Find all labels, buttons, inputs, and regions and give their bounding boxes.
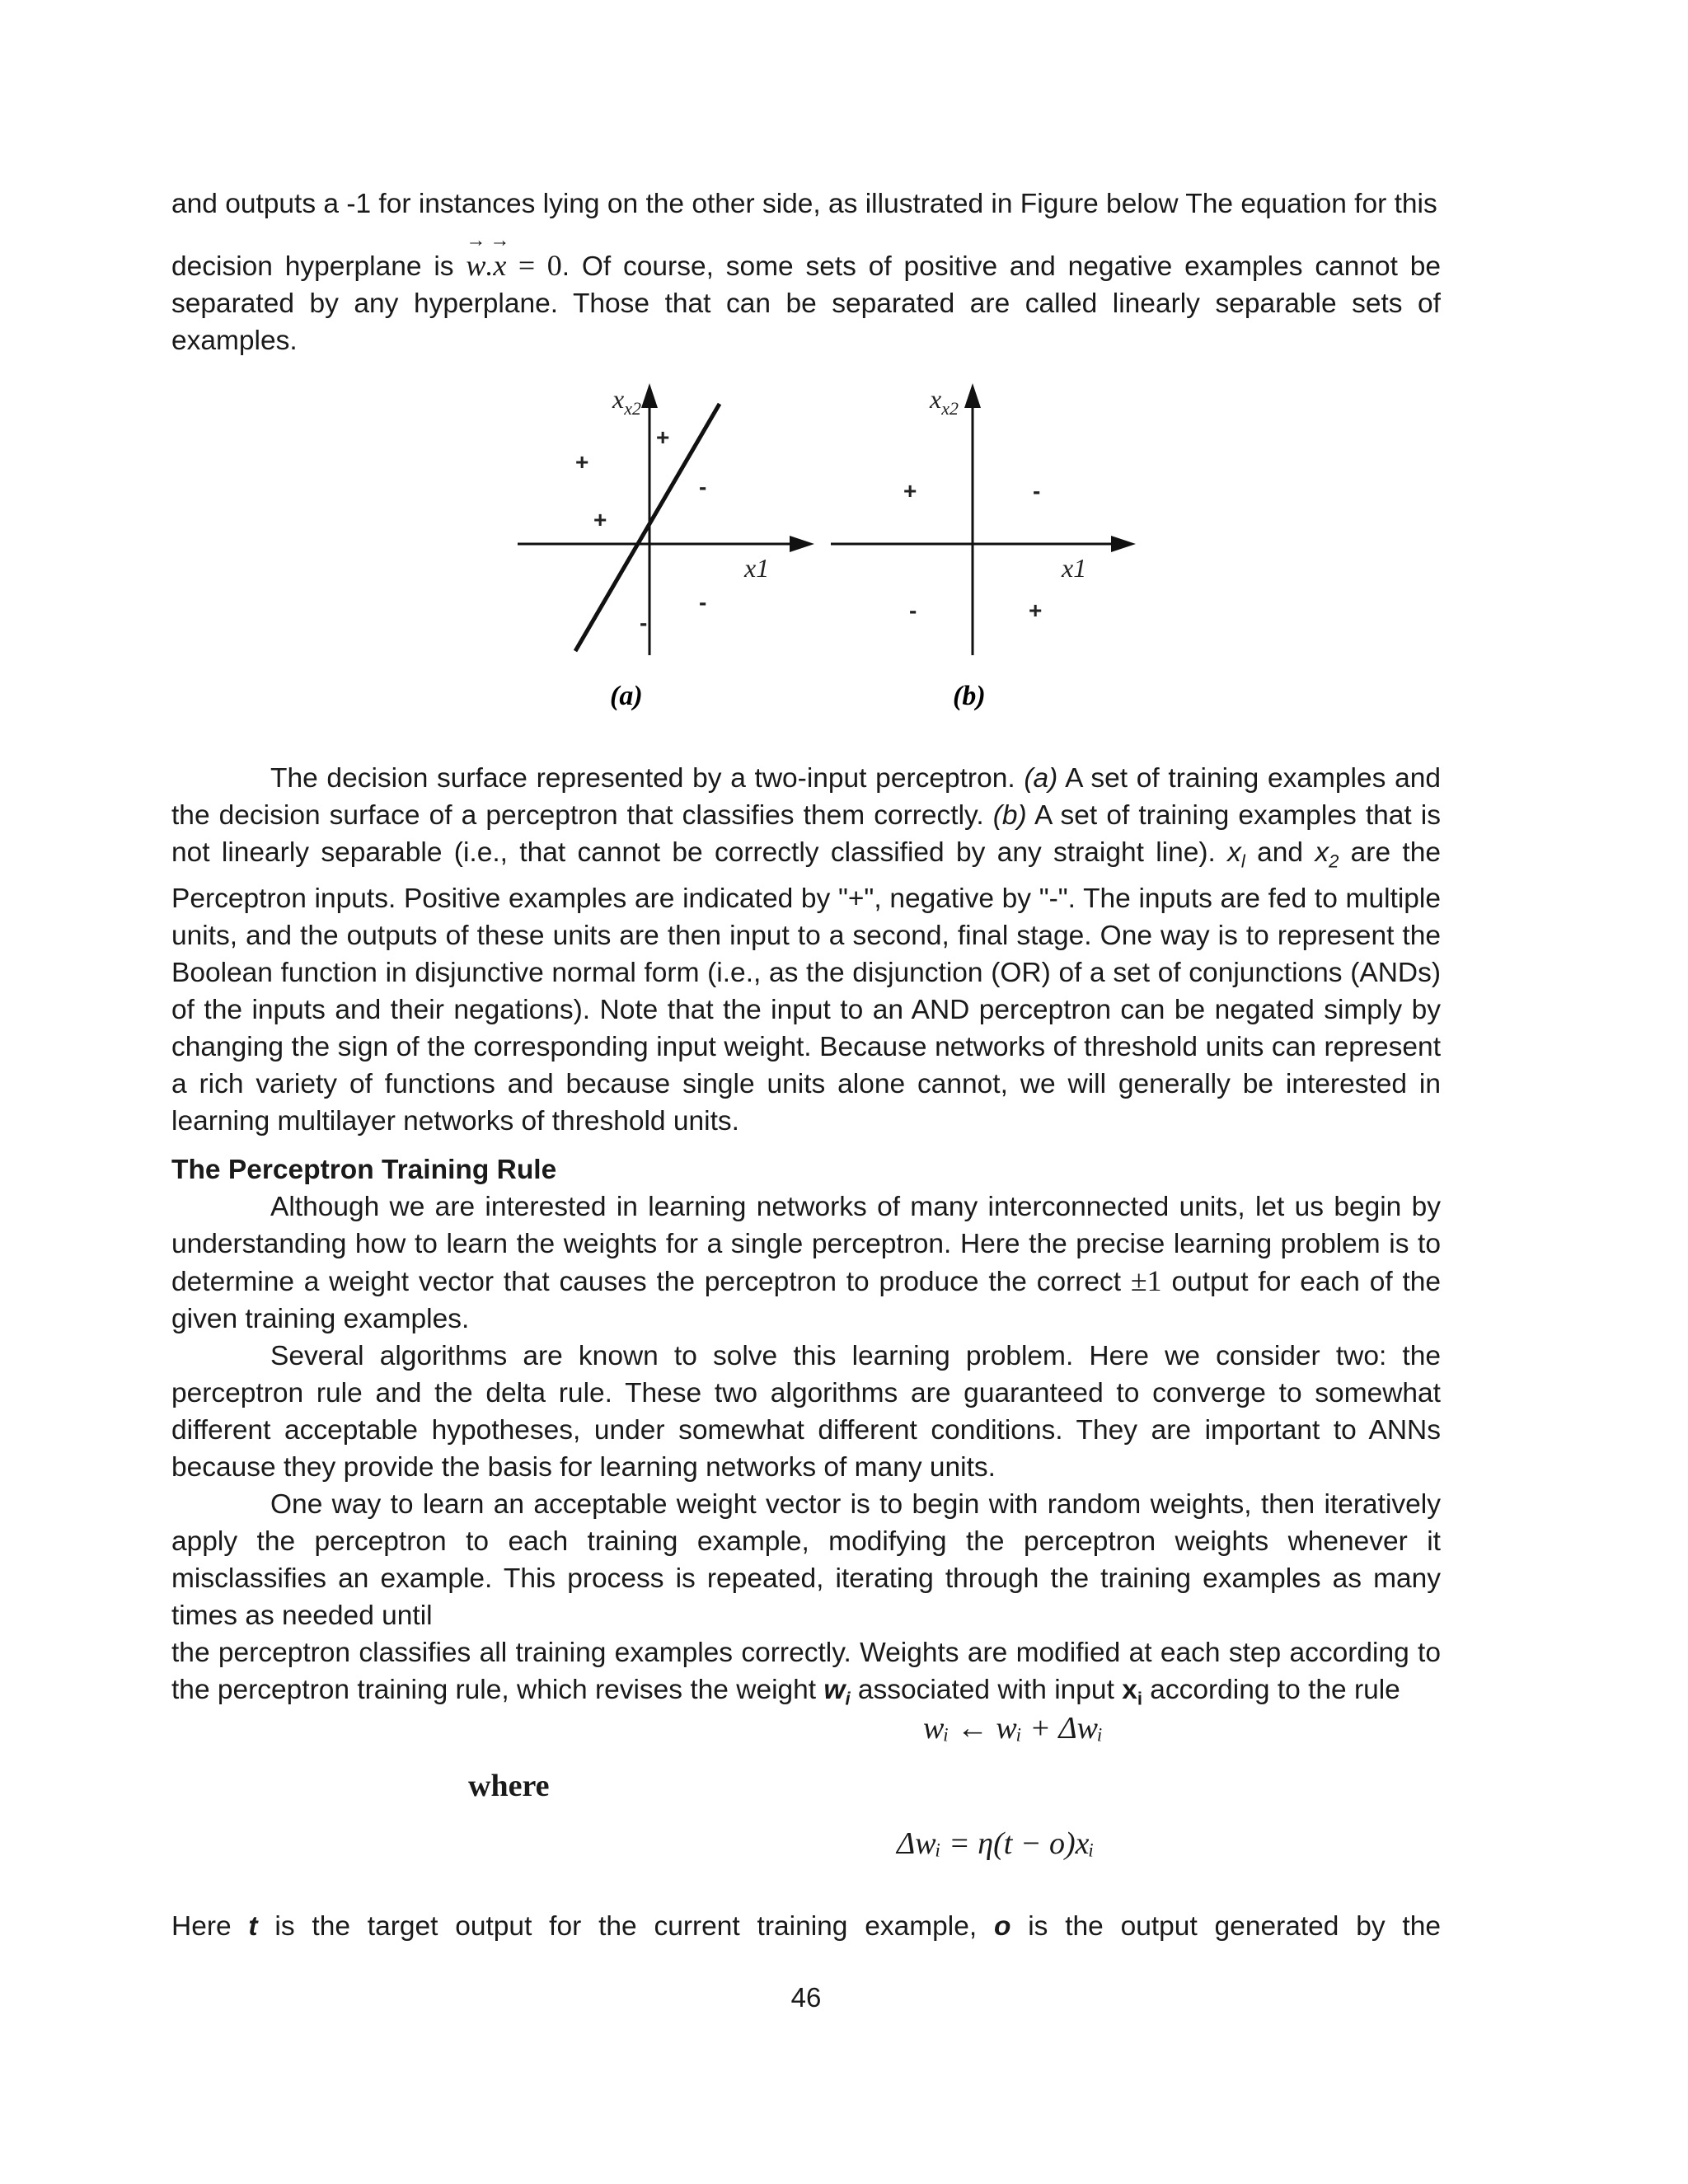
panel-b-plus-2: +	[1029, 598, 1043, 623]
hyperplane-equation: → w.→ x = 0	[466, 249, 561, 282]
page-number: 46	[790, 1982, 822, 2013]
intro-line1: and outputs a -1 for instances lying on the other side, as illustrated in Figure below The equation for this	[171, 189, 1437, 219]
panel-a-plus-1: +	[575, 449, 589, 475]
section-paragraph-4: the perceptron classifies all training examples correctly. Weights are modified at each step according to the perceptron training rule, which revises the weight $w_i$ associated with input $x_i$ according to the rule	[171, 1638, 1441, 1709]
intro-paragraph: decision hyperplane is → w.→ x = 0. Of course, some sets of positive and negative examples cannot be separated by any hyperplane. Those that can be separated are called linearly separable sets of examples.	[171, 247, 1441, 359]
panel-b-minus-1: -	[1033, 478, 1041, 504]
where-label: where	[468, 1769, 550, 1803]
section-paragraph-3: One way to learn an acceptable weight vector is to begin with random weights, then iteratively apply the perceptron to each training example, modifying the perceptron weights whenever it misclassifies an example. This process is repeated, iterating through the training examples as many times as needed until	[171, 1489, 1441, 1631]
panel-a-minus-1: -	[699, 474, 707, 499]
panel-b-x2-arrow	[964, 383, 981, 408]
panel-b-label: (b)	[953, 681, 986, 711]
panel-b-x2-label: $x_{x2}$	[930, 384, 959, 419]
panel-a-x1-label: x1	[744, 553, 770, 583]
panel-a-plus-2: +	[656, 424, 670, 450]
delta-rule-equation: Δwᵢ = η(t − o)xᵢ	[897, 1826, 1095, 1861]
panel-a-x2-label: $x_{x2}$	[612, 384, 641, 419]
panel-b-plus-1: +	[903, 478, 917, 504]
panel-b	[831, 383, 1136, 655]
perceptron-figure	[171, 371, 1441, 717]
panel-b-minus-2: -	[909, 598, 917, 623]
panel-a-x1-arrow	[790, 536, 814, 552]
section-paragraph-1: Although we are interested in learning networks of many interconnected units, let us begin by understanding how to learn the weights for a single perceptron. Here the precise learning problem is to determine a weight vector that causes the perceptron to produce the correct ±1 output for each of the given training examples.	[171, 1192, 1442, 1334]
panel-b-x1-label: x1	[1062, 553, 1087, 583]
closing-line: Here t is the target output for the current training example, o is the output generated by the	[171, 1911, 1441, 1942]
section-body	[171, 1188, 1441, 1718]
update-rule-equation: wᵢ ← wᵢ + Δwᵢ	[923, 1711, 1104, 1746]
panel-a	[518, 383, 814, 655]
panel-a-plus-3: +	[593, 507, 607, 532]
panel-a-label: (a)	[610, 681, 643, 711]
panel-a-minus-2: -	[699, 589, 707, 615]
panel-a-minus-3: -	[640, 610, 648, 635]
figure-svg	[171, 371, 1441, 717]
panel-b-x1-arrow	[1111, 536, 1136, 552]
figure-caption: The decision surface represented by a two-input perceptron. (a) A set of training examples and the decision surface of a perceptron that classifies them correctly. (b) A set of training examples that is not linearly separable (i.e., that cannot be correctly classified by any straight line). $x_l$ and $x_2$ are the Perceptron inputs. Positive examples are indicated by "+", negative by "-". The inputs are fed to multiple units, and the outputs of these units are then input to a second, final stage. One way is to represent the Boolean function in disjunctive normal form (i.e., as the disjunction (OR) of a set of conjunctions (ANDs) of the inputs and their negations). Note that the input to an AND perceptron can be negated simply by changing the sign of the corresponding input weight. Because networks of threshold units can represent a rich variety of functions and because single units alone cannot, we will generally be interested in learning multilayer networks of threshold units.	[171, 763, 1441, 1137]
section-heading: The Perceptron Training Rule	[171, 1155, 557, 1185]
panel-a-x2-arrow	[641, 383, 658, 408]
section-paragraph-2: Several algorithms are known to solve this learning problem. Here we consider two: the perceptron rule and the delta rule. These two algorithms are guaranteed to converge to somewhat different acceptable hypotheses, under somewhat different conditions. They are important to ANNs because they provide the basis for learning networks of many units.	[171, 1341, 1441, 1483]
